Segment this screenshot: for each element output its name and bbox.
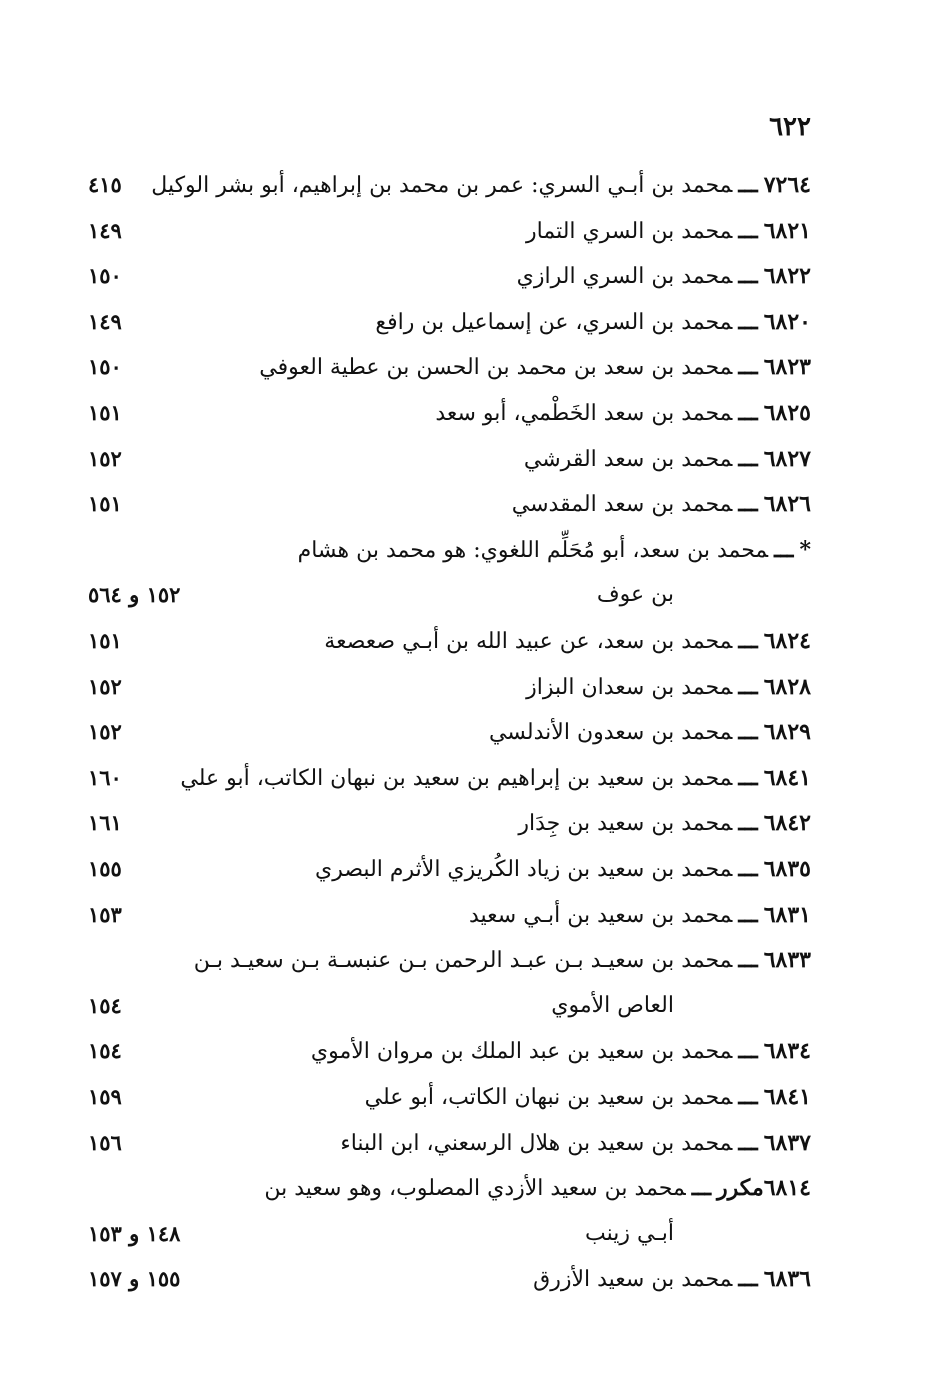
entry-number: ٦٨٣٦ xyxy=(763,1266,811,1293)
entry-page-ref: ١٥٥ xyxy=(88,856,122,881)
entry-name: محمد بن أبـي السري: عمر بن محمد بن إبراهيم، أبو بشر الوكيل xyxy=(151,173,733,198)
entry-name: محمد بن سعد الخَطْمي، أبو سعد xyxy=(435,401,733,426)
entry-continuation: بن عوف xyxy=(596,582,674,608)
index-entry xyxy=(0,256,929,296)
entry-text xyxy=(526,667,811,708)
entry-name: محمد بن سعيد بن جِدَار xyxy=(518,811,733,837)
entry-dash: ـــ xyxy=(738,491,758,518)
entry-number: * xyxy=(799,536,811,563)
entry-dash: ـــ xyxy=(738,628,758,654)
entry-page-ref: ١٥١ xyxy=(88,400,122,425)
entry-dash: ـــ xyxy=(738,1084,758,1110)
entry-name: محمد بن سعد القرشي xyxy=(523,446,733,472)
entry-text xyxy=(375,302,811,343)
entry-page-ref: ١٥١ xyxy=(88,628,122,653)
entry-number: ٦٨٣٤ xyxy=(763,1038,811,1065)
entry-name: محمد بن سعد المقدسي xyxy=(511,492,733,518)
entry-name: محمد بن سعيد بن عبد الملك بن مروان الأموي xyxy=(310,1039,733,1065)
entry-number: ٦٨٢٩ xyxy=(763,719,811,746)
entry-dash: ـــ xyxy=(691,1175,712,1202)
entry-page-ref: ١٥٠ xyxy=(88,263,122,289)
entry-number: ٧٢٦٤ xyxy=(763,172,811,198)
index-entry xyxy=(0,803,929,843)
entry-page-ref: ١٥٦ xyxy=(88,1129,122,1155)
entry-dash: ـــ xyxy=(738,1038,758,1065)
entry-text xyxy=(533,1259,811,1300)
entry-text xyxy=(517,256,811,297)
entry-number: ٦٨٤١ xyxy=(763,1084,811,1110)
index-entry xyxy=(0,165,929,205)
index-entry xyxy=(0,849,929,889)
index-entry xyxy=(0,1077,929,1117)
index-entry xyxy=(0,621,929,661)
entry-number: ٦٨٢٠ xyxy=(763,308,811,335)
entry-dash: ـــ xyxy=(738,263,758,290)
entry-dash: ـــ xyxy=(738,901,758,928)
entry-page-ref: ١٥٠ xyxy=(88,354,122,380)
entry-page-ref: ٤١٥ xyxy=(88,172,122,197)
entry-text xyxy=(435,393,811,434)
entry-name: محمد بن السري، عن إسماعيل بن رافع xyxy=(375,309,733,335)
entry-number: ٦٨٤٢ xyxy=(763,810,811,837)
entry-dash: ـــ xyxy=(738,764,758,791)
entry-page-ref: ١٥٢ xyxy=(88,719,122,745)
entry-page-ref: ١٦١ xyxy=(88,810,122,836)
entry-text xyxy=(180,758,811,799)
index-entry xyxy=(0,986,929,1026)
entry-dash: ـــ xyxy=(738,673,758,700)
entry-name: محمد بن سعد بن محمد بن الحسن بن عطية العوفي xyxy=(259,355,733,381)
index-entry xyxy=(0,439,929,479)
page-number: ٦٢٢ xyxy=(769,112,811,142)
entry-name: محمد بن سعد، أبو مُحَلِّم اللغوي: هو محمد بن هشام xyxy=(297,537,769,563)
index-entry xyxy=(0,712,929,752)
index-entry xyxy=(0,302,929,342)
index-entry xyxy=(0,575,929,615)
entry-name: محمد بن السري التمار xyxy=(526,218,733,244)
index-entry xyxy=(0,211,929,251)
entry-name: محمد بن سعيد الأزرق xyxy=(533,1267,733,1293)
entry-page-ref: ١٦٠ xyxy=(88,764,122,790)
entry-page-ref: ١٥٤ xyxy=(88,992,122,1018)
entry-dash: ـــ xyxy=(738,308,758,335)
entry-number: ٦٨٢٢ xyxy=(763,263,811,290)
entry-name: محمد بن سعيد الأزدي المصلوب، وهو سعيد بن xyxy=(264,1176,686,1202)
entry-dash: ـــ xyxy=(738,856,758,882)
entry-page-ref: ١٤٨ و ١٥٣ xyxy=(88,1220,181,1246)
entry-page-ref: ١٥٥ و ١٥٧ xyxy=(88,1266,181,1292)
entry-text xyxy=(340,1123,811,1164)
entry-number: ٦٨٣٥ xyxy=(763,856,811,882)
entry-name: محمد بن سعيـد بـن عبـد الرحمن بـن عنبسـة بـن سعيـد بـن xyxy=(193,948,733,974)
entry-page-ref: ١٥١ xyxy=(88,491,122,517)
entry-continuation: العاص الأموي xyxy=(551,992,674,1018)
entry-dash: ـــ xyxy=(738,217,758,244)
entry-text xyxy=(512,484,811,525)
entry-name: محمد بن سعدان البزاز xyxy=(526,674,733,700)
index-entry xyxy=(0,895,929,935)
entry-dash: ـــ xyxy=(738,1266,758,1293)
index-entry xyxy=(0,758,929,798)
entry-text xyxy=(365,1077,811,1118)
entry-number: ٦٨٢٥ xyxy=(763,400,811,426)
index-entry xyxy=(0,1123,929,1163)
entry-name: محمد بن سعد، عن عبيد الله بن أبـي صعصعة xyxy=(324,629,733,654)
entry-text xyxy=(526,211,811,252)
entry-number: ٦٨٢٣ xyxy=(763,354,811,381)
entry-text xyxy=(469,895,811,936)
index-entry xyxy=(0,1031,929,1071)
entry-continuation: أبـي زينب xyxy=(585,1220,674,1246)
index-entry xyxy=(0,393,929,433)
entry-name: محمد بن سعدون الأندلسي xyxy=(488,720,733,746)
index-entry xyxy=(0,347,929,387)
index-entry xyxy=(0,1214,929,1254)
index-entry xyxy=(0,530,929,570)
entry-number: ٦٨٢٨ xyxy=(763,673,811,700)
entry-page-ref: ١٥٩ xyxy=(88,1084,122,1109)
entry-dash: ـــ xyxy=(738,1129,758,1156)
entry-text xyxy=(311,1031,811,1072)
index-entry xyxy=(0,1259,929,1299)
entry-dash: ـــ xyxy=(738,810,758,837)
index-entry xyxy=(0,667,929,707)
entry-text xyxy=(194,940,811,981)
entry-text xyxy=(324,621,811,662)
entry-text xyxy=(518,803,811,844)
entry-page-ref: ١٥٢ xyxy=(88,673,122,699)
entry-page-ref: ١٥٤ xyxy=(88,1038,122,1064)
entry-name: محمد بن سعيد بن أبـي سعيد xyxy=(469,902,733,928)
entry-dash: ـــ xyxy=(738,400,758,426)
entry-number: ٦٨٣٣ xyxy=(763,947,811,974)
entry-dash: ـــ xyxy=(774,536,794,563)
entry-text xyxy=(264,1168,811,1209)
entry-dash: ـــ xyxy=(738,172,758,198)
entry-number: ٦٨٢٦ xyxy=(763,491,811,518)
entry-number: ٦٨١٤مكرر xyxy=(717,1175,811,1202)
entry-page-ref: ١٥٢ و ٥٦٤ xyxy=(88,582,181,608)
entry-page-ref: ١٤٩ xyxy=(88,217,122,243)
index-entry xyxy=(0,1168,929,1208)
entry-text xyxy=(524,439,811,480)
entry-name: محمد بن سعيد بن نبهان الكاتب، أبو علي xyxy=(364,1085,733,1110)
entry-name: محمد بن سعيد بن زياد الكُريزي الأثرم البصري xyxy=(315,857,733,882)
entry-dash: ـــ xyxy=(738,719,758,746)
entry-number: ٦٨٢٤ xyxy=(763,628,811,654)
entry-page-ref: ١٥٣ xyxy=(88,901,122,927)
entry-dash: ـــ xyxy=(738,947,758,974)
entry-dash: ـــ xyxy=(738,445,758,472)
entry-page-ref: ١٤٩ xyxy=(88,308,122,334)
entry-number: ٦٨٢١ xyxy=(763,217,811,244)
entry-page-ref: ١٥٢ xyxy=(88,445,122,471)
entry-dash: ـــ xyxy=(738,354,758,381)
entry-name: محمد بن سعيد بن إبراهيم بن سعيد بن نبهان الكاتب، أبو علي xyxy=(180,765,733,791)
index-entry xyxy=(0,484,929,524)
entry-name: محمد بن السري الرازي xyxy=(516,264,733,290)
entry-number: ٦٨٢٧ xyxy=(763,445,811,472)
entry-text xyxy=(489,712,811,753)
entry-text xyxy=(259,347,811,388)
entry-name: محمد بن سعيد بن هلال الرسعني، ابن البناء xyxy=(340,1130,733,1156)
entry-text xyxy=(298,530,811,571)
entry-text xyxy=(151,165,811,206)
entry-text xyxy=(315,849,811,890)
index-entry xyxy=(0,940,929,980)
entry-number: ٦٨٣٧ xyxy=(763,1129,811,1156)
entry-number: ٦٨٤١ xyxy=(763,764,811,791)
entry-number: ٦٨٣١ xyxy=(763,901,811,928)
